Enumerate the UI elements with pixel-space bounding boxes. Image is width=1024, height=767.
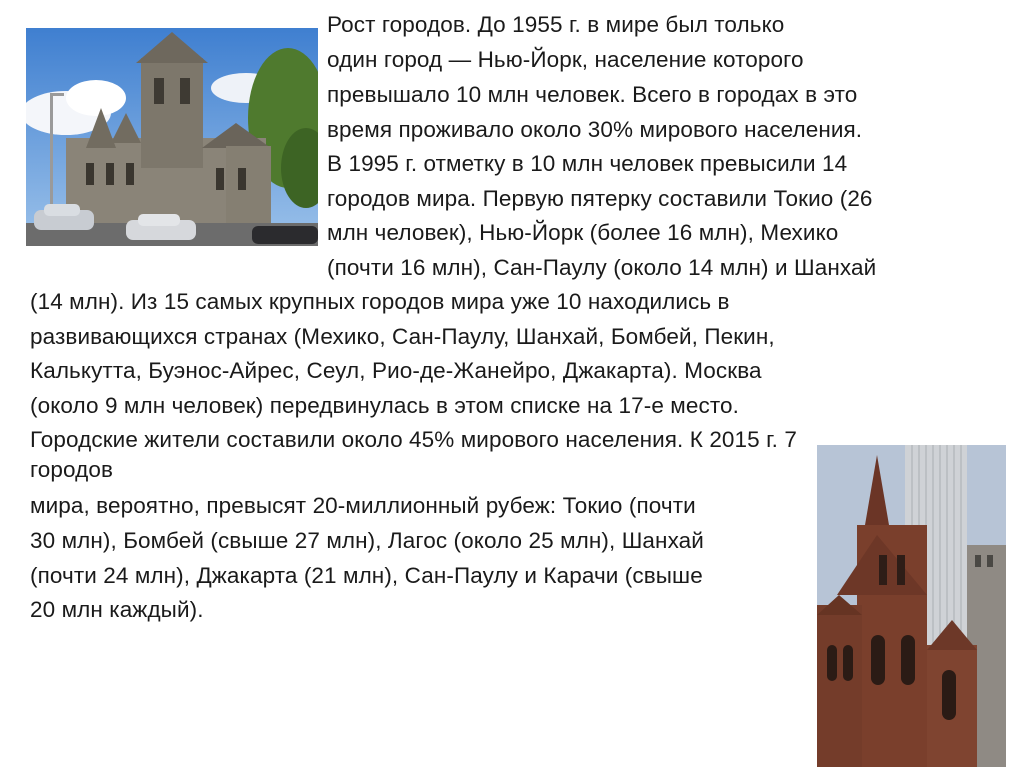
- paragraph-line: 30 млн), Бомбей (свыше 27 млн), Лагос (около 25 млн), Шанхай: [30, 528, 704, 553]
- paragraph-line: млн человек), Нью-Йорк (более 16 млн), Мехико: [327, 220, 839, 245]
- paragraph-line: развивающихся странах (Мехико, Сан-Паулу, Шанхай, Бомбей, Пекин,: [30, 324, 775, 349]
- church-skyscraper-photo: [817, 445, 1006, 767]
- paragraph-line: 20 млн каждый).: [30, 597, 204, 622]
- paragraph-line: превышало 10 млн человек. Всего в городах в это: [327, 82, 858, 107]
- paragraph-line: Калькутта, Буэнос-Айрес, Сеул, Рио-де-Жанейро, Джакарта). Москва: [30, 358, 762, 383]
- paragraph-line: один город — Нью-Йорк, население которого: [327, 47, 804, 72]
- paragraph-line: В 1995 г. отметку в 10 млн человек превысили 14: [327, 151, 848, 176]
- paragraph-line: время проживало около 30% мирового населения.: [327, 117, 863, 142]
- cathedral-photo: [26, 28, 318, 246]
- paragraph-line: мира, вероятно, превысят 20-миллионный рубеж: Токио (почти: [30, 493, 696, 518]
- paragraph-line: (почти 16 млн), Сан-Паулу (около 14 млн) и Шанхай: [327, 255, 877, 280]
- paragraph-line: (около 9 млн человек) передвинулась в этом списке на 17-е место.: [30, 393, 739, 418]
- paragraph-line: Рост городов. До 1955 г. в мире был только: [327, 12, 785, 37]
- paragraph-line: городов: [30, 457, 114, 482]
- paragraph-line: (почти 24 млн), Джакарта (21 млн), Сан-Паулу и Карачи (свыше: [30, 563, 703, 588]
- paragraph-line: городов мира. Первую пятерку составили Токио (26: [327, 186, 873, 211]
- paragraph-line: (14 млн). Из 15 самых крупных городов мира уже 10 находились в: [30, 289, 730, 314]
- paragraph-line: Городские жители составили около 45% мирового населения. К 2015 г. 7: [30, 427, 797, 452]
